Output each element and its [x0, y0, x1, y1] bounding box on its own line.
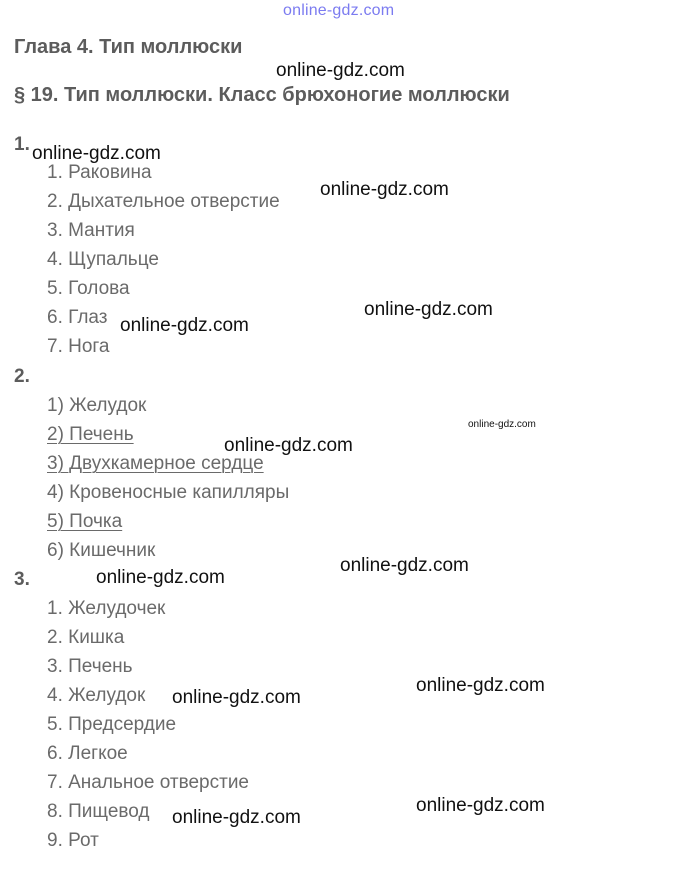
- q3-item: 8. Пищевод: [47, 801, 150, 822]
- q1-item: 1. Раковина: [47, 162, 152, 183]
- q2-item-underlined: 3) Двухкамерное сердце: [47, 453, 264, 474]
- q3-item: 4. Желудок: [47, 685, 146, 706]
- question-3-number: 3.: [14, 569, 30, 590]
- q1-item: 2. Дыхательное отверстие: [47, 191, 280, 212]
- watermark-small: online-gdz.com: [468, 419, 536, 430]
- q2-item: 1) Желудок: [47, 395, 147, 416]
- watermark: online-gdz.com: [364, 299, 493, 320]
- q2-item: 6) Кишечник: [47, 540, 156, 561]
- watermark: online-gdz.com: [416, 795, 545, 816]
- watermark: online-gdz.com: [120, 315, 249, 336]
- watermark: online-gdz.com: [32, 143, 161, 164]
- chapter-title: Глава 4. Тип моллюски: [14, 36, 243, 58]
- q3-item: 3. Печень: [47, 656, 133, 677]
- q1-item: 7. Нога: [47, 336, 110, 357]
- q3-item: 9. Рот: [47, 830, 99, 851]
- q2-item-underlined: 2) Печень: [47, 424, 134, 445]
- q2-item-underlined: 5) Почка: [47, 511, 123, 532]
- header-watermark: online-gdz.com: [283, 2, 395, 19]
- q3-item: 1. Желудочек: [47, 598, 166, 619]
- question-1-number: 1.: [14, 134, 30, 155]
- q1-item: 6. Глаз: [47, 307, 108, 328]
- watermark: online-gdz.com: [416, 675, 545, 696]
- watermark: online-gdz.com: [320, 179, 449, 200]
- watermark: online-gdz.com: [172, 687, 301, 708]
- q3-item: 7. Анальное отверстие: [47, 772, 249, 793]
- q2-item: 4) Кровеносные капилляры: [47, 482, 290, 503]
- q1-item: 4. Щупальце: [47, 249, 159, 270]
- watermark: online-gdz.com: [340, 555, 469, 576]
- watermark: online-gdz.com: [96, 567, 225, 588]
- q1-item: 5. Голова: [47, 278, 130, 299]
- q3-item: 5. Предсердие: [47, 714, 177, 735]
- watermark: online-gdz.com: [224, 435, 353, 456]
- q3-item: 6. Легкое: [47, 743, 128, 764]
- q3-item: 2. Кишка: [47, 627, 125, 648]
- section-title: § 19. Тип моллюски. Класс брюхоногие моллюски: [14, 84, 510, 106]
- question-2-number: 2.: [14, 366, 30, 387]
- watermark: online-gdz.com: [172, 807, 301, 828]
- q1-item: 3. Мантия: [47, 220, 135, 241]
- watermark: online-gdz.com: [276, 60, 405, 81]
